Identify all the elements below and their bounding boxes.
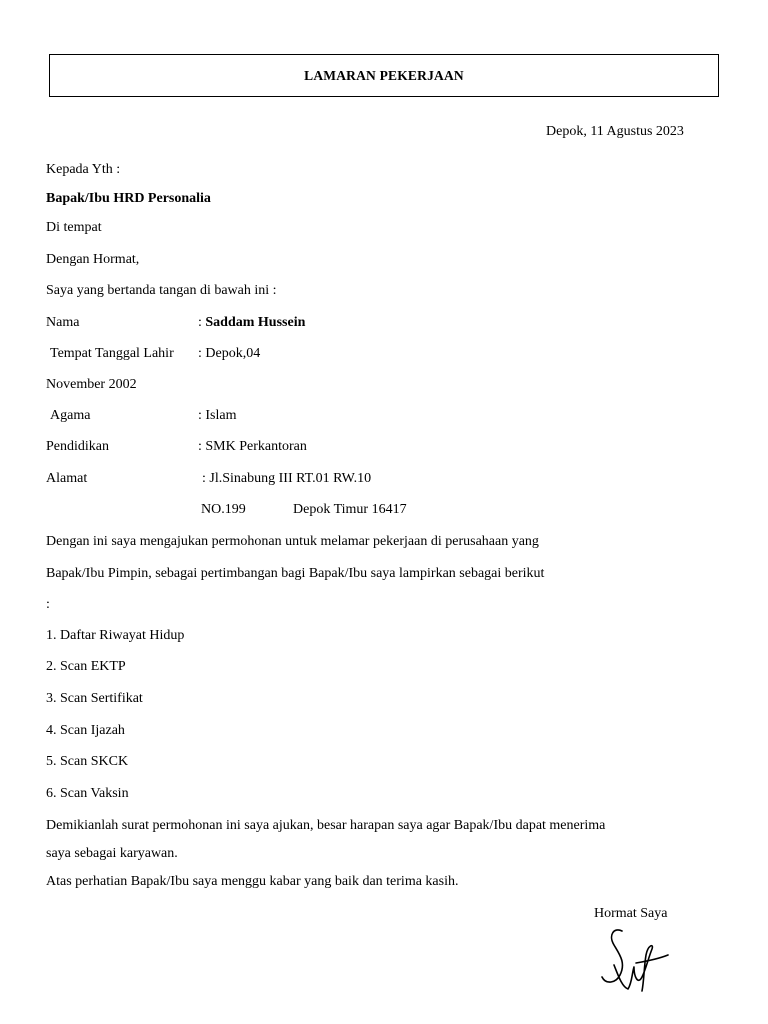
closing-line-3: Atas perhatian Bapak/Ibu saya menggu kabar yang baik dan terima kasih. bbox=[46, 874, 459, 889]
ttl-label: Tempat Tanggal Lahir bbox=[50, 346, 174, 361]
recipient-location: Di tempat bbox=[46, 220, 102, 235]
recipient-to: Kepada Yth : bbox=[46, 162, 121, 177]
recipient-name: Bapak/Ibu HRD Personalia bbox=[46, 191, 211, 206]
address-number: NO.199 bbox=[201, 502, 246, 517]
letter-title: LAMARAN PEKERJAAN bbox=[304, 67, 464, 83]
list-item: 2. Scan EKTP bbox=[46, 659, 126, 674]
title-box bbox=[49, 54, 719, 97]
address-city: Depok Timur 16417 bbox=[293, 502, 407, 517]
religion-value: : Islam bbox=[198, 408, 237, 423]
education-value: : SMK Perkantoran bbox=[198, 439, 307, 454]
list-item: 1. Daftar Riwayat Hidup bbox=[46, 628, 185, 643]
list-item: 6. Scan Vaksin bbox=[46, 786, 129, 801]
signature-image bbox=[596, 925, 672, 993]
signoff: Hormat Saya bbox=[594, 906, 668, 921]
closing-line-1: Demikianlah surat permohonan ini saya ajukan, besar harapan saya agar Bapak/Ibu dapat menerima bbox=[46, 818, 606, 833]
list-item: 5. Scan SKCK bbox=[46, 754, 129, 769]
closing-line-2: saya sebagai karyawan. bbox=[46, 846, 178, 861]
name-label: Nama bbox=[46, 315, 80, 330]
body-line-1: Dengan ini saya mengajukan permohonan untuk melamar pekerjaan di perusahaan yang bbox=[46, 534, 539, 549]
list-item: 3. Scan Sertifikat bbox=[46, 691, 143, 706]
name-separator: : bbox=[198, 315, 202, 330]
ttl-value: : Depok,04 bbox=[198, 346, 261, 361]
body-line-2: Bapak/Ibu Pimpin, sebagai pertimbangan bagi Bapak/Ibu saya lampirkan sebagai berikut bbox=[46, 566, 545, 581]
religion-label: Agama bbox=[50, 408, 91, 423]
name-value: Saddam Hussein bbox=[205, 315, 306, 330]
body-line-3: : bbox=[46, 597, 50, 612]
place-date: Depok, 11 Agustus 2023 bbox=[546, 124, 684, 139]
ttl-continuation: November 2002 bbox=[46, 377, 137, 392]
education-label: Pendidikan bbox=[46, 439, 109, 454]
list-item: 4. Scan Ijazah bbox=[46, 723, 125, 738]
greeting: Dengan Hormat, bbox=[46, 252, 140, 267]
address-label: Alamat bbox=[46, 471, 88, 486]
address-line1: : Jl.Sinabung III RT.01 RW.10 bbox=[202, 471, 372, 486]
name-field bbox=[198, 315, 305, 331]
intro: Saya yang bertanda tangan di bawah ini : bbox=[46, 283, 277, 298]
